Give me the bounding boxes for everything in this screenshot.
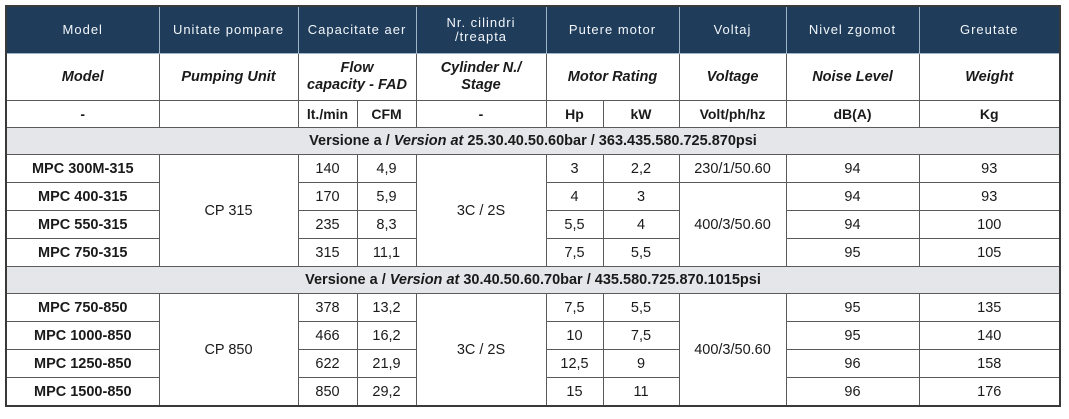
cell-kw: 5,5	[603, 294, 679, 322]
cell-cfm: 21,9	[357, 350, 416, 378]
cell-noise: 95	[786, 294, 919, 322]
cell-hp: 15	[546, 378, 603, 407]
cell-model: MPC 1500-850	[6, 378, 159, 407]
unit-noise: dB(A)	[786, 101, 919, 128]
cell-lt-min: 850	[298, 378, 357, 407]
table-row	[6, 294, 1060, 322]
section-title-italic: Version at	[389, 272, 460, 288]
cell-hp: 5,5	[546, 211, 603, 239]
col-header-motor-rating-en: Motor Rating	[546, 54, 679, 101]
cell-noise: 96	[786, 350, 919, 378]
section-title-prefix: Versione a /	[309, 133, 394, 149]
cell-noise: 94	[786, 211, 919, 239]
cell-model: MPC 300M-315	[6, 155, 159, 183]
col-header-noise-en: Noise Level	[786, 54, 919, 101]
col-header-pumping-unit-en: Pumping Unit	[159, 54, 298, 101]
cell-kw: 7,5	[603, 322, 679, 350]
table-row	[6, 155, 1060, 183]
unit-pumping-unit	[159, 101, 298, 128]
cell-cfm: 29,2	[357, 378, 416, 407]
cell-weight: 105	[919, 239, 1060, 267]
section-title-italic: Version at	[393, 133, 464, 149]
cell-cfm: 5,9	[357, 183, 416, 211]
cell-pumping-unit: CP 315	[159, 155, 298, 267]
units-row	[6, 101, 1060, 128]
section-title-suffix: 25.30.40.50.60bar / 363.435.580.725.870psi	[463, 133, 757, 149]
cell-kw: 9	[603, 350, 679, 378]
col-header-noise-ro: Nivel zgomot	[786, 6, 919, 54]
unit-kw: kW	[603, 101, 679, 128]
header-row-en	[6, 54, 1060, 101]
cell-noise: 94	[786, 155, 919, 183]
cell-noise: 95	[786, 239, 919, 267]
col-header-weight-en: Weight	[919, 54, 1060, 101]
section-header	[6, 128, 1060, 155]
cell-lt-min: 378	[298, 294, 357, 322]
cell-voltage: 400/3/50.60	[679, 294, 786, 407]
cell-lt-min: 140	[298, 155, 357, 183]
cell-pumping-unit: CP 850	[159, 294, 298, 407]
col-header-air-capacity-ro: Capacitate aer	[298, 6, 416, 54]
cylinders-ro-line2: /treapta	[454, 29, 508, 44]
cell-lt-min: 315	[298, 239, 357, 267]
cell-lt-min: 235	[298, 211, 357, 239]
unit-weight: Kg	[919, 101, 1060, 128]
col-header-voltage-en: Voltage	[679, 54, 786, 101]
cell-weight: 135	[919, 294, 1060, 322]
cell-model: MPC 1250-850	[6, 350, 159, 378]
cell-voltage: 400/3/50.60	[679, 183, 786, 267]
col-header-motor-power-ro: Putere motor	[546, 6, 679, 54]
cell-hp: 10	[546, 322, 603, 350]
section-header	[6, 267, 1060, 294]
section-title	[6, 267, 1060, 294]
unit-cfm: CFM	[357, 101, 416, 128]
section-title	[6, 128, 1060, 155]
cell-noise: 94	[786, 183, 919, 211]
cell-hp: 7,5	[546, 294, 603, 322]
unit-cylinders: -	[416, 101, 546, 128]
col-header-weight-ro: Greutate	[919, 6, 1060, 54]
cylinders-en-line2: Stage	[461, 77, 501, 93]
cell-cfm: 13,2	[357, 294, 416, 322]
cell-weight: 93	[919, 155, 1060, 183]
cell-lt-min: 622	[298, 350, 357, 378]
col-header-flow-en	[298, 54, 416, 101]
header-row-ro	[6, 6, 1060, 54]
cell-weight: 176	[919, 378, 1060, 407]
cell-model: MPC 550-315	[6, 211, 159, 239]
cell-cfm: 11,1	[357, 239, 416, 267]
cell-kw: 5,5	[603, 239, 679, 267]
cell-model: MPC 750-315	[6, 239, 159, 267]
cell-cfm: 8,3	[357, 211, 416, 239]
cell-weight: 93	[919, 183, 1060, 211]
cell-lt-min: 466	[298, 322, 357, 350]
unit-voltage: Volt/ph/hz	[679, 101, 786, 128]
flow-en-line1: Flow	[340, 60, 374, 76]
col-header-cylinders-ro	[416, 6, 546, 54]
cell-voltage: 230/1/50.60	[679, 155, 786, 183]
section-title-prefix: Versione a /	[305, 272, 390, 288]
unit-hp: Hp	[546, 101, 603, 128]
cylinders-ro-line1: Nr. cilindri	[446, 15, 516, 30]
cell-weight: 158	[919, 350, 1060, 378]
col-header-voltage-ro: Voltaj	[679, 6, 786, 54]
cell-cylinders: 3C / 2S	[416, 155, 546, 267]
col-header-model-ro: Model	[6, 6, 159, 54]
cell-noise: 95	[786, 322, 919, 350]
cell-hp: 3	[546, 155, 603, 183]
col-header-model-en: Model	[6, 54, 159, 101]
cell-kw: 4	[603, 211, 679, 239]
cell-hp: 12,5	[546, 350, 603, 378]
unit-lt-min: lt./min	[298, 101, 357, 128]
cell-model: MPC 1000-850	[6, 322, 159, 350]
cell-cfm: 4,9	[357, 155, 416, 183]
flow-en-line2: capacity - FAD	[307, 77, 407, 93]
cell-lt-min: 170	[298, 183, 357, 211]
col-header-pumping-unit-ro: Unitate pompare	[159, 6, 298, 54]
cell-hp: 4	[546, 183, 603, 211]
cell-cfm: 16,2	[357, 322, 416, 350]
cylinders-en-line1: Cylinder N./	[440, 60, 522, 76]
col-header-cylinders-en	[416, 54, 546, 101]
cell-weight: 140	[919, 322, 1060, 350]
cell-cylinders: 3C / 2S	[416, 294, 546, 407]
section-title-suffix: 30.40.50.60.70bar / 435.580.725.870.1015psi	[459, 272, 761, 288]
cell-model: MPC 750-850	[6, 294, 159, 322]
cell-kw: 2,2	[603, 155, 679, 183]
cell-kw: 3	[603, 183, 679, 211]
cell-model: MPC 400-315	[6, 183, 159, 211]
unit-model: -	[6, 101, 159, 128]
cell-weight: 100	[919, 211, 1060, 239]
cell-noise: 96	[786, 378, 919, 407]
cell-hp: 7,5	[546, 239, 603, 267]
cell-kw: 11	[603, 378, 679, 407]
spec-table	[5, 5, 1061, 407]
